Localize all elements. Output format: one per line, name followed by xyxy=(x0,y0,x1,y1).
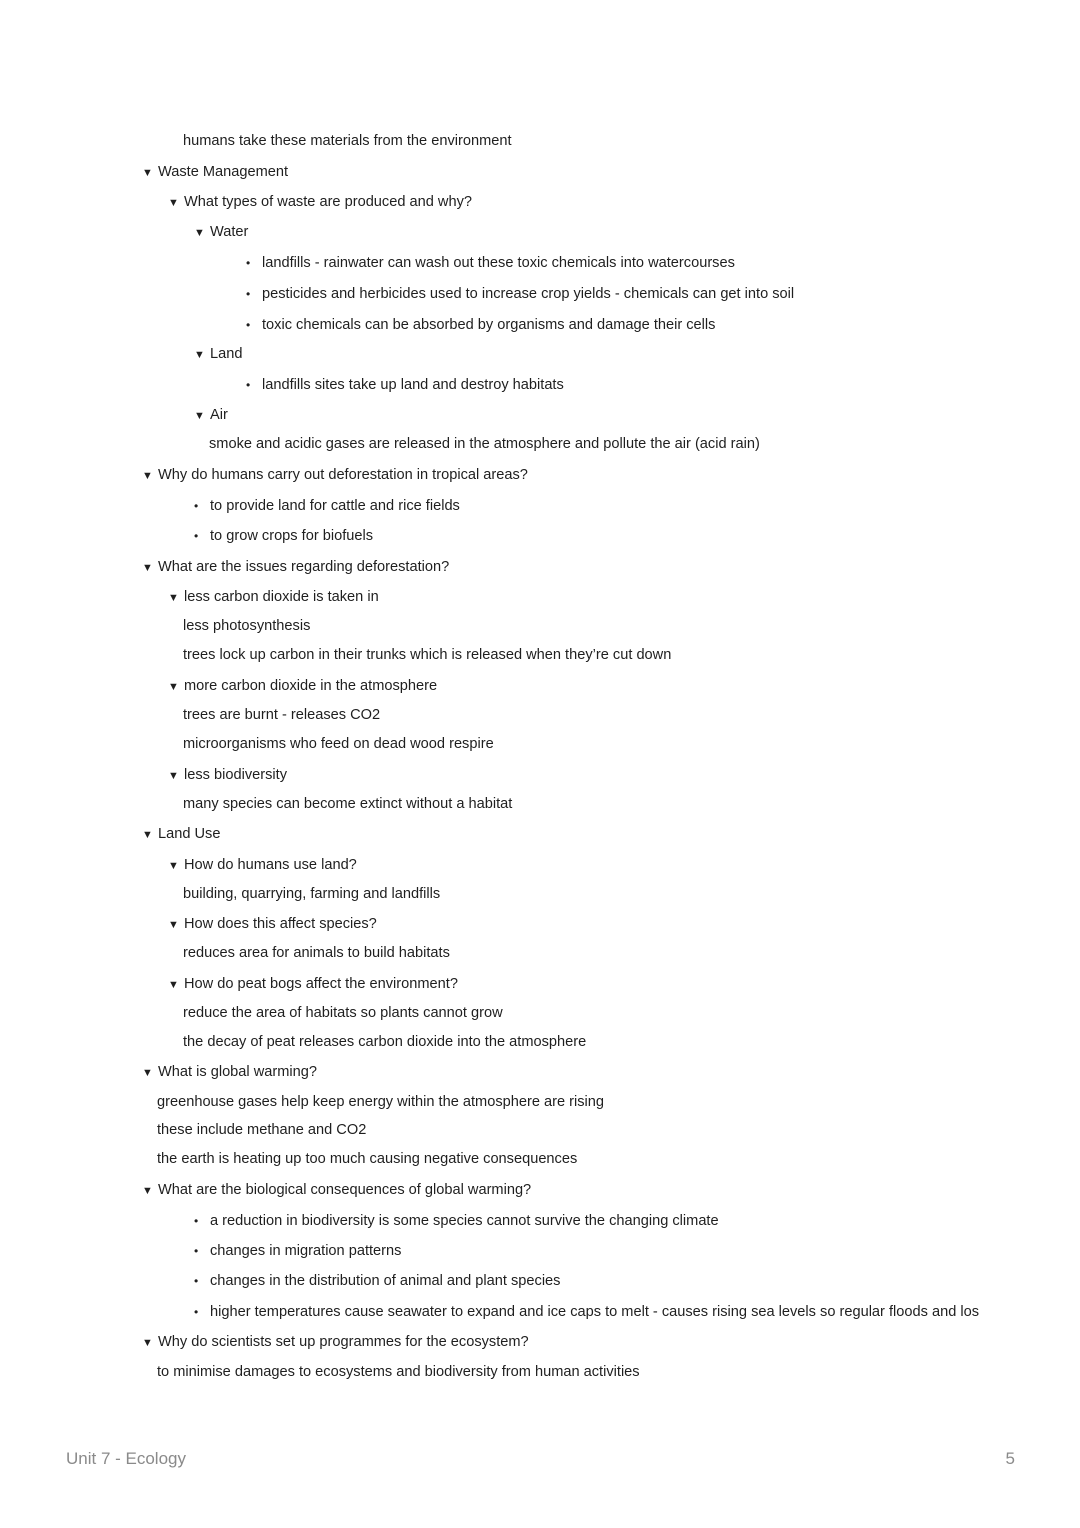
list-item xyxy=(194,1206,719,1236)
list-item xyxy=(246,279,794,309)
triangle-down-icon[interactable]: ▼ xyxy=(168,919,179,931)
toggle-block[interactable] xyxy=(142,1327,529,1357)
toggle-block[interactable] xyxy=(142,552,449,582)
bullet-icon: • xyxy=(246,256,251,270)
row-text: Why do humans carry out deforestation in tropical areas? xyxy=(158,467,528,483)
text-line xyxy=(183,729,494,759)
row-text: smoke and acidic gases are released in the atmosphere and pollute the air (acid rain) xyxy=(209,436,760,452)
row-text: What types of waste are produced and why? xyxy=(184,194,472,210)
toggle-block[interactable] xyxy=(142,460,528,490)
triangle-down-icon[interactable]: ▼ xyxy=(168,770,179,782)
triangle-down-icon[interactable]: ▼ xyxy=(194,410,205,422)
row-text: higher temperatures cause seawater to expand and ice caps to melt - causes rising sea levels so regular floods and los xyxy=(210,1304,980,1320)
list-item xyxy=(246,310,715,340)
toggle-block[interactable] xyxy=(142,819,220,849)
row-text: building, quarrying, farming and landfills xyxy=(183,886,441,902)
row-text: How do peat bogs affect the environment? xyxy=(184,976,458,992)
bullet-icon: • xyxy=(246,378,251,392)
toggle-block[interactable] xyxy=(168,909,377,939)
row-text: these include methane and CO2 xyxy=(157,1122,367,1138)
row-text: What is global warming? xyxy=(158,1064,317,1080)
toggle-block[interactable] xyxy=(142,1175,531,1205)
text-line xyxy=(157,1087,604,1117)
triangle-down-icon[interactable]: ▼ xyxy=(168,860,179,872)
bullet-icon: • xyxy=(194,1214,199,1228)
row-text: less carbon dioxide is taken in xyxy=(184,589,379,605)
list-item xyxy=(246,248,735,278)
triangle-down-icon[interactable]: ▼ xyxy=(142,1337,153,1349)
triangle-down-icon[interactable]: ▼ xyxy=(168,197,179,209)
text-line xyxy=(183,126,512,156)
triangle-down-icon[interactable]: ▼ xyxy=(142,562,153,574)
list-item xyxy=(246,370,564,400)
row-text: trees lock up carbon in their trunks which is released when they’re cut down xyxy=(183,647,672,663)
row-text: to provide land for cattle and rice fields xyxy=(210,498,460,514)
list-item xyxy=(194,1236,401,1266)
row-text: humans take these materials from the environment xyxy=(183,133,512,149)
row-text: landfills - rainwater can wash out these toxic chemicals into watercourses xyxy=(262,255,735,271)
row-text: Land Use xyxy=(158,826,221,842)
row-text: changes in the distribution of animal and plant species xyxy=(210,1273,561,1289)
list-item xyxy=(194,1297,979,1327)
row-text: How does this affect species? xyxy=(184,916,377,932)
footer-unit-title: Unit 7 - Ecology xyxy=(66,1449,186,1468)
row-text: the decay of peat releases carbon dioxide into the atmosphere xyxy=(183,1034,587,1050)
row-text: many species can become extinct without a habitat xyxy=(183,796,513,812)
row-text: greenhouse gases help keep energy within the atmosphere are rising xyxy=(157,1094,605,1110)
row-text: to minimise damages to ecosystems and biodiversity from human activities xyxy=(157,1364,640,1380)
row-text: Water xyxy=(210,224,249,240)
toggle-block[interactable] xyxy=(142,157,288,187)
toggle-block[interactable] xyxy=(194,400,228,430)
bullet-icon: • xyxy=(246,287,251,301)
triangle-down-icon[interactable]: ▼ xyxy=(168,592,179,604)
text-line xyxy=(157,1115,366,1145)
text-line xyxy=(183,938,450,968)
text-line xyxy=(183,879,440,909)
toggle-block[interactable] xyxy=(168,969,458,999)
text-line xyxy=(183,789,512,819)
toggle-block[interactable] xyxy=(194,217,248,247)
row-text: What are the biological consequences of global warming? xyxy=(158,1182,532,1198)
list-item xyxy=(194,1266,560,1296)
row-text: Land xyxy=(210,346,243,362)
text-line xyxy=(157,1144,577,1174)
toggle-block[interactable] xyxy=(168,187,472,217)
bullet-icon: • xyxy=(194,1305,199,1319)
row-text: toxic chemicals can be absorbed by organisms and damage their cells xyxy=(262,317,716,333)
triangle-down-icon[interactable]: ▼ xyxy=(194,349,205,361)
row-text: to grow crops for biofuels xyxy=(210,528,374,544)
triangle-down-icon[interactable]: ▼ xyxy=(168,979,179,991)
row-text: a reduction in biodiversity is some species cannot survive the changing climate xyxy=(210,1213,719,1229)
toggle-block[interactable] xyxy=(168,582,379,612)
text-line xyxy=(183,640,671,670)
bullet-icon: • xyxy=(194,1274,199,1288)
bullet-icon: • xyxy=(194,499,199,513)
bullet-icon: • xyxy=(194,529,199,543)
row-text: What are the issues regarding deforestation? xyxy=(158,559,450,575)
toggle-block[interactable] xyxy=(194,339,242,369)
row-text: trees are burnt - releases CO2 xyxy=(183,707,381,723)
triangle-down-icon[interactable]: ▼ xyxy=(142,167,153,179)
row-text: microorganisms who feed on dead wood respire xyxy=(183,736,494,752)
text-line xyxy=(183,998,503,1028)
row-text: How do humans use land? xyxy=(184,857,357,873)
text-line xyxy=(183,700,380,730)
toggle-block[interactable] xyxy=(142,1057,317,1087)
row-text: changes in migration patterns xyxy=(210,1243,402,1259)
toggle-block[interactable] xyxy=(168,760,287,790)
row-text: Waste Management xyxy=(158,164,289,180)
row-text: landfills sites take up land and destroy habitats xyxy=(262,377,564,393)
row-text: Air xyxy=(210,407,228,423)
text-line xyxy=(183,611,310,641)
text-line xyxy=(157,1357,640,1387)
row-text: reduce the area of habitats so plants cannot grow xyxy=(183,1005,503,1021)
triangle-down-icon[interactable]: ▼ xyxy=(142,829,153,841)
toggle-block[interactable] xyxy=(168,671,437,701)
row-text: less biodiversity xyxy=(184,767,288,783)
triangle-down-icon[interactable]: ▼ xyxy=(168,681,179,693)
triangle-down-icon[interactable]: ▼ xyxy=(142,1185,153,1197)
row-text: the earth is heating up too much causing negative consequences xyxy=(157,1151,578,1167)
triangle-down-icon[interactable]: ▼ xyxy=(194,227,205,239)
row-text: pesticides and herbicides used to increase crop yields - chemicals can get into soil xyxy=(262,286,795,302)
row-text: reduces area for animals to build habitats xyxy=(183,945,450,961)
text-line xyxy=(183,1027,586,1057)
row-text: more carbon dioxide in the atmosphere xyxy=(184,678,438,694)
toggle-block[interactable] xyxy=(168,850,357,880)
triangle-down-icon[interactable]: ▼ xyxy=(142,470,153,482)
list-item xyxy=(194,521,373,551)
triangle-down-icon[interactable]: ▼ xyxy=(142,1067,153,1079)
footer-page-number: 5 xyxy=(1005,1449,1015,1468)
text-line xyxy=(209,429,760,459)
bullet-icon: • xyxy=(194,1244,199,1258)
row-text: Why do scientists set up programmes for the ecosystem? xyxy=(158,1334,529,1350)
list-item xyxy=(194,491,460,521)
row-text: less photosynthesis xyxy=(183,618,311,634)
bullet-icon: • xyxy=(246,318,251,332)
